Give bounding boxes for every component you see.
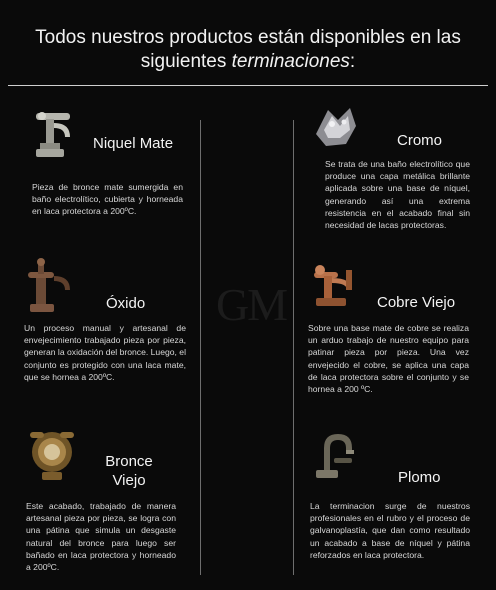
finish-name-plomo: Plomo (398, 469, 441, 486)
column-divider-left (200, 120, 201, 575)
title-line-2: siguientes terminaciones: (140, 51, 356, 72)
finish-name-niquel-mate: Niquel Mate (93, 135, 174, 152)
title-line-1: Todos nuestros productos están disponibles en las (35, 27, 461, 48)
title-divider (8, 85, 488, 86)
finish-desc-plomo: La terminacion surge de nuestros profesionales en el rubro y el proceso de galvanoplastía, que dan como resultado un acabado a base de níquel y pátina reforzados en laca protectora. (310, 501, 470, 560)
finish-name-oxido: Óxido (106, 295, 146, 312)
finish-name-cromo: Cromo (397, 132, 443, 149)
finish-desc-bronce-viejo: Este acabado, trabajado de manera artesanal pieza por pieza, se logra con una pátina que simula un desgaste natural del bronce para luego ser bañado en laca protectora y horneado a 200ºC. (26, 501, 176, 573)
column-divider-right (293, 120, 294, 575)
page-title (0, 26, 496, 74)
finish-desc-niquel-mate: Pieza de bronce mate sumergida en baño electrolítico, cubierta y horneada en laca protectora a 200ºC. (32, 182, 183, 217)
finish-name-cobre-viejo: Cobre Viejo (377, 294, 456, 311)
finish-desc-cromo: Se trata de una baño electrolítico que produce una capa metálica brillante aplicada sobre una base de níquel, generando así una extrema resistencia en el acabado final sin necesidad de lacas protectoras. (325, 159, 470, 231)
finish-desc-oxido: Un proceso manual y artesanal de envejecimiento trabajado pieza por pieza, generan la oxidación del bronce. Luego, el conjunto es protegido con una laca mate, que se hornea a 200ºC. (24, 323, 186, 382)
title-emphasis: terminaciones (231, 51, 350, 72)
faucet-nickel-matte-icon (30, 105, 78, 165)
finish-name-bronce-viejo-line1: Bronce (105, 453, 153, 470)
faucet-old-copper-icon (310, 262, 362, 308)
finish-name-bronce-viejo-line2: Viejo (112, 472, 146, 489)
finish-name-bronce-viejo (104, 452, 154, 490)
faucet-lead-icon (310, 430, 362, 480)
faucet-oxide-icon (24, 258, 76, 316)
faucet-chrome-icon (310, 100, 362, 152)
faucet-old-bronze-icon (26, 428, 78, 484)
finish-desc-cobre-viejo: Sobre una base mate de cobre se realiza un arduo trabajo de nuestro equipo para patinar pieza por pieza. Una vez envejecido el cobre, se aplica una capa de laca protectora sobre el conjunto y se hornea a 200 ºC. (308, 323, 469, 395)
watermark-logo: GM (215, 279, 287, 330)
